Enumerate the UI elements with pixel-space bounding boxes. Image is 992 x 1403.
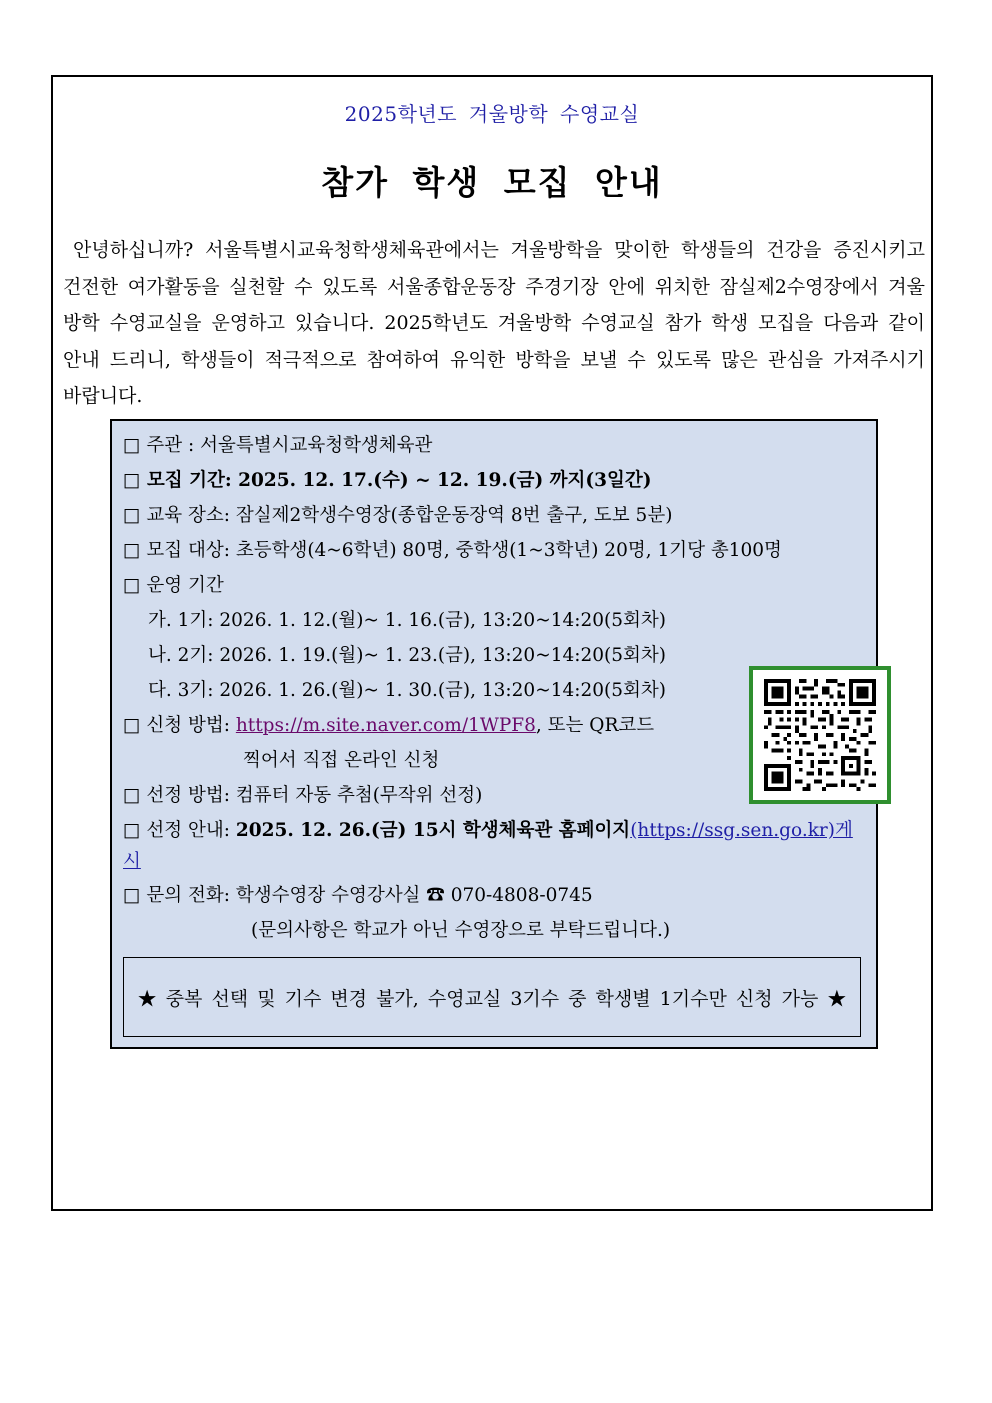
recruit-period-line: □ 모집 기간: 2025. 12. 17.(수) ~ 12. 19.(금) 까지(3일간) bbox=[123, 470, 652, 491]
document-title: 참가 학생 모집 안내 bbox=[321, 163, 663, 202]
announcement-line2 bbox=[123, 849, 141, 875]
qr-code-frame[interactable] bbox=[749, 666, 891, 804]
organizer-line: □ 주관 : 서울특별시교육청학생체육관 bbox=[123, 435, 433, 456]
target-line: □ 모집 대상: 초등학생(4~6학년) 80명, 중학생(1~3학년) 20명, 1기당 총100명 bbox=[123, 540, 782, 561]
announcement-line bbox=[123, 818, 853, 844]
homepage-link[interactable]: (https://ssg.sen.go.kr)게 bbox=[630, 820, 853, 841]
selection-method-line: □ 선정 방법: 컴퓨터 자동 추첨(무작위 선정) bbox=[123, 785, 483, 806]
intro-paragraph: 안녕하십니까? 서울특별시교육청학생체육관에서는 겨울방학을 맞이한 학생들의 건강을 증진시키고 건전한 여가활동을 실천할 수 있도록 서울종합운동장 주경기장 안에 위치한 잠실제2수영장에서 겨울방학 수영교실을 운영하고 있습니다. 2025학년도 겨울방학 수영교실 참가 학생 모집을 다음과 같이 안내 드리니, 학생들이 적극적으로 참여하여 유익한 방학을 보낼 수 있도록 많은 관심을 가져주시기 바랍니다. bbox=[63, 239, 925, 407]
session-2: 나. 2기: 2026. 1. 19.(월)~ 1. 23.(금), 13:20~14:20(5회차) bbox=[148, 645, 666, 666]
announcement-date: 2025. 12. 26.(금) 15시 학생체육관 홈페이지 bbox=[235, 820, 631, 841]
session-3: 다. 3기: 2026. 1. 26.(월)~ 1. 30.(금), 13:20~14:20(5회차) bbox=[148, 680, 666, 701]
homepage-link-continued[interactable]: 시 bbox=[123, 851, 141, 872]
apply-url-link[interactable]: https://m.site.naver.com/1WPF8 bbox=[235, 715, 536, 736]
document-frame bbox=[51, 75, 933, 1211]
contact-note: (문의사항은 학교가 아닌 수영장으로 부탁드립니다.) bbox=[251, 920, 671, 941]
qr-code-icon bbox=[762, 679, 878, 791]
apply-method-line2: 찍어서 직접 온라인 신청 bbox=[243, 750, 440, 771]
operation-label: □ 운영 기간 bbox=[123, 575, 224, 596]
document-subtitle: 2025학년도 겨울방학 수영교실 bbox=[344, 102, 640, 126]
apply-method-line bbox=[123, 713, 654, 739]
info-box bbox=[110, 419, 878, 1049]
contact-line: □ 문의 전화: 학생수영장 수영강사실 ☎ 070-4808-0745 bbox=[123, 885, 593, 906]
notice-box bbox=[123, 957, 861, 1037]
venue-line: □ 교육 장소: 잠실제2학생수영장(종합운동장역 8번 출구, 도보 5분) bbox=[123, 505, 673, 526]
session-1: 가. 1기: 2026. 1. 12.(월)~ 1. 16.(금), 13:20~14:20(5회차) bbox=[148, 610, 666, 631]
announcement-label: □ 선정 안내: bbox=[123, 820, 236, 841]
notice-text: ★ 중복 선택 및 기수 변경 불가, 수영교실 3기수 중 학생별 1기수만 신청 가능 ★ bbox=[137, 987, 847, 1010]
apply-method-suffix: , 또는 QR코드 bbox=[535, 715, 655, 736]
apply-method-label: □ 신청 방법: bbox=[123, 715, 236, 736]
